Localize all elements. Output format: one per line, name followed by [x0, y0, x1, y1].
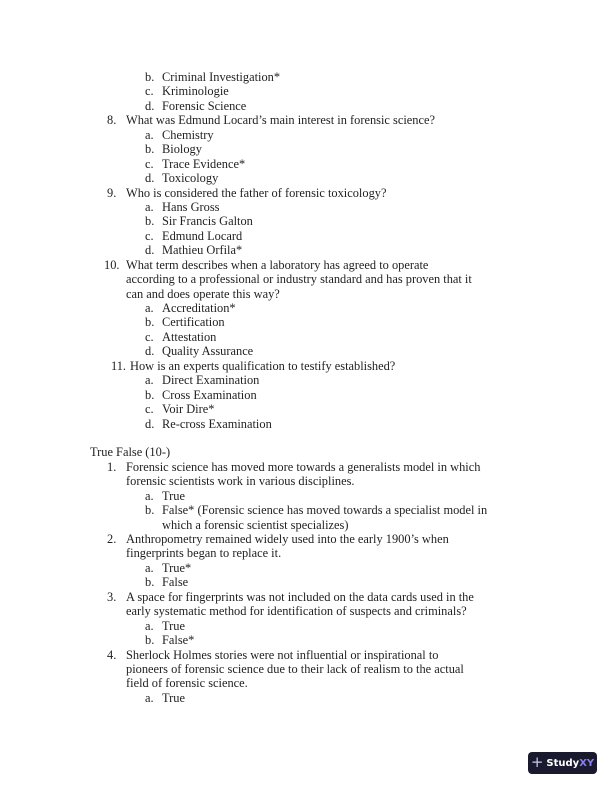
question-text: Sherlock Holmes stories were not influential or inspirational to: [126, 647, 439, 662]
question-number: 9.: [107, 185, 117, 200]
option-text: False* (Forensic science has moved towards a specialist model in: [162, 503, 488, 518]
option-letter: b.: [145, 575, 155, 590]
option-letter: a.: [145, 301, 154, 315]
question-number: 2.: [107, 532, 117, 546]
question-8: [0, 113, 612, 127]
studyxy-badge[interactable]: [528, 752, 597, 774]
option-q9-a: [0, 200, 612, 214]
option-text: Accreditation*: [162, 301, 236, 315]
option-letter: a.: [145, 373, 154, 388]
option-q9-b: [0, 214, 612, 228]
option-letter: d.: [145, 243, 155, 258]
question-text: Forensic science has moved more towards a generalists model in which: [126, 459, 481, 474]
option-text: Cross Examination: [162, 387, 257, 402]
option-letter: c.: [145, 84, 154, 99]
question-text: pioneers of forensic science due to their lack of realism to the actual: [126, 661, 464, 676]
question-text: field of forensic science.: [126, 676, 248, 691]
option-letter: c.: [145, 228, 154, 243]
question-text: A space for fingerprints was not included on the data cards used in the: [126, 589, 474, 604]
tf4-option-a: [0, 691, 612, 705]
option-letter: d.: [145, 416, 155, 431]
document-page: [0, 70, 612, 705]
question-number: 10.: [104, 257, 120, 272]
option-text: Quality Assurance: [162, 344, 254, 359]
option-q7-c: [0, 84, 612, 98]
option-q10-d: [0, 344, 612, 358]
option-text: True: [162, 488, 185, 503]
option-letter: a.: [145, 488, 154, 503]
option-q9-c: [0, 229, 612, 243]
option-letter: a.: [145, 618, 154, 633]
option-text: Toxicology: [162, 171, 219, 186]
plus-icon: +: [530, 752, 544, 771]
tf1-option-b-line-2: [0, 518, 612, 532]
tf2-option-b: [0, 575, 612, 589]
section-heading: [0, 445, 612, 459]
question-text: according to a professional or industry standard and has proven that it: [126, 272, 472, 287]
question-text: forensic scientists work in various disciplines.: [126, 474, 355, 489]
tf-question-4-line-2: [0, 662, 612, 676]
option-q7-d: [0, 99, 612, 113]
option-text: True: [162, 690, 185, 705]
question-11: [0, 359, 612, 373]
option-text: Sir Francis Galton: [162, 214, 253, 229]
option-letter: a.: [145, 690, 154, 705]
option-q8-c: [0, 157, 612, 171]
section-title: True False (10-): [90, 445, 171, 460]
option-text: Chemistry: [162, 127, 214, 142]
tf3-option-a: [0, 619, 612, 633]
question-text: fingerprints began to replace it.: [126, 546, 282, 561]
option-text: Mathieu Orfila*: [162, 243, 243, 258]
option-q8-b: [0, 142, 612, 156]
question-text: What term describes when a laboratory has agreed to operate: [126, 257, 429, 272]
option-text: Edmund Locard: [162, 228, 243, 243]
option-q11-c: [0, 402, 612, 416]
option-q11-d: [0, 417, 612, 431]
tf-question-2-line-2: [0, 546, 612, 560]
tf-question-2: [0, 532, 612, 546]
option-q10-c: [0, 330, 612, 344]
option-text: True*: [162, 560, 192, 575]
option-letter: a.: [145, 127, 154, 142]
option-letter: b.: [145, 315, 155, 330]
tf-question-1-line-2: [0, 474, 612, 488]
option-q8-d: [0, 171, 612, 185]
tf-question-3-line-2: [0, 604, 612, 618]
tf-question-1: [0, 460, 612, 474]
option-text: Biology: [162, 142, 202, 157]
option-letter: c.: [145, 402, 154, 417]
option-letter: b.: [145, 70, 155, 84]
tf1-option-b: [0, 503, 612, 517]
tf-question-3: [0, 590, 612, 604]
option-text: True: [162, 618, 185, 633]
option-text: Trace Evidence*: [162, 156, 246, 171]
brand-name: StudyXY: [546, 757, 595, 769]
option-text: False: [162, 575, 189, 590]
option-text: Re-cross Examination: [162, 416, 272, 431]
option-text: which a forensic scientist specializes): [162, 517, 349, 532]
tf1-option-a: [0, 489, 612, 503]
option-text: Direct Examination: [162, 373, 260, 388]
option-text: Certification: [162, 315, 225, 330]
question-text: can and does operate this way?: [126, 286, 280, 301]
question-number: 8.: [107, 113, 117, 128]
option-q7-b: [0, 70, 612, 84]
option-letter: a.: [145, 560, 154, 575]
option-q9-d: [0, 243, 612, 257]
tf-question-4-line-3: [0, 676, 612, 690]
option-letter: b.: [145, 214, 155, 229]
option-letter: a.: [145, 199, 154, 214]
question-10: [0, 258, 612, 272]
option-q11-b: [0, 388, 612, 402]
tf-question-4: [0, 648, 612, 662]
question-text: Anthropometry remained widely used into the early 1900’s when: [126, 532, 449, 546]
option-letter: b.: [145, 387, 155, 402]
option-letter: b.: [145, 633, 155, 648]
option-text: Hans Gross: [162, 199, 220, 214]
section-spacer: [0, 431, 612, 445]
option-q10-b: [0, 315, 612, 329]
option-text: False*: [162, 633, 195, 648]
option-letter: d.: [145, 344, 155, 359]
option-letter: b.: [145, 142, 155, 157]
question-text: How is an experts qualification to testify established?: [130, 358, 396, 373]
option-text: Attestation: [162, 329, 217, 344]
option-text: Kriminologie: [162, 84, 229, 99]
option-letter: d.: [145, 171, 155, 186]
question-number: 11.: [111, 358, 127, 373]
question-number: 1.: [107, 459, 117, 474]
option-text: Criminal Investigation*: [162, 70, 281, 84]
question-text: What was Edmund Locard’s main interest in forensic science?: [126, 113, 435, 128]
question-10-line-2: [0, 272, 612, 286]
question-number: 3.: [107, 589, 117, 604]
option-text: Forensic Science: [162, 98, 247, 113]
tf3-option-b: [0, 633, 612, 647]
option-letter: c.: [145, 156, 154, 171]
option-q10-a: [0, 301, 612, 315]
question-text: Who is considered the father of forensic toxicology?: [126, 185, 387, 200]
option-letter: b.: [145, 503, 155, 518]
question-10-line-3: [0, 287, 612, 301]
option-text: Voir Dire*: [162, 402, 215, 417]
option-q8-a: [0, 128, 612, 142]
question-text: early systematic method for identification of suspects and criminals?: [126, 604, 467, 619]
option-letter: d.: [145, 98, 155, 113]
tf2-option-a: [0, 561, 612, 575]
option-q11-a: [0, 373, 612, 387]
question-number: 4.: [107, 647, 117, 662]
question-9: [0, 186, 612, 200]
option-letter: c.: [145, 329, 154, 344]
